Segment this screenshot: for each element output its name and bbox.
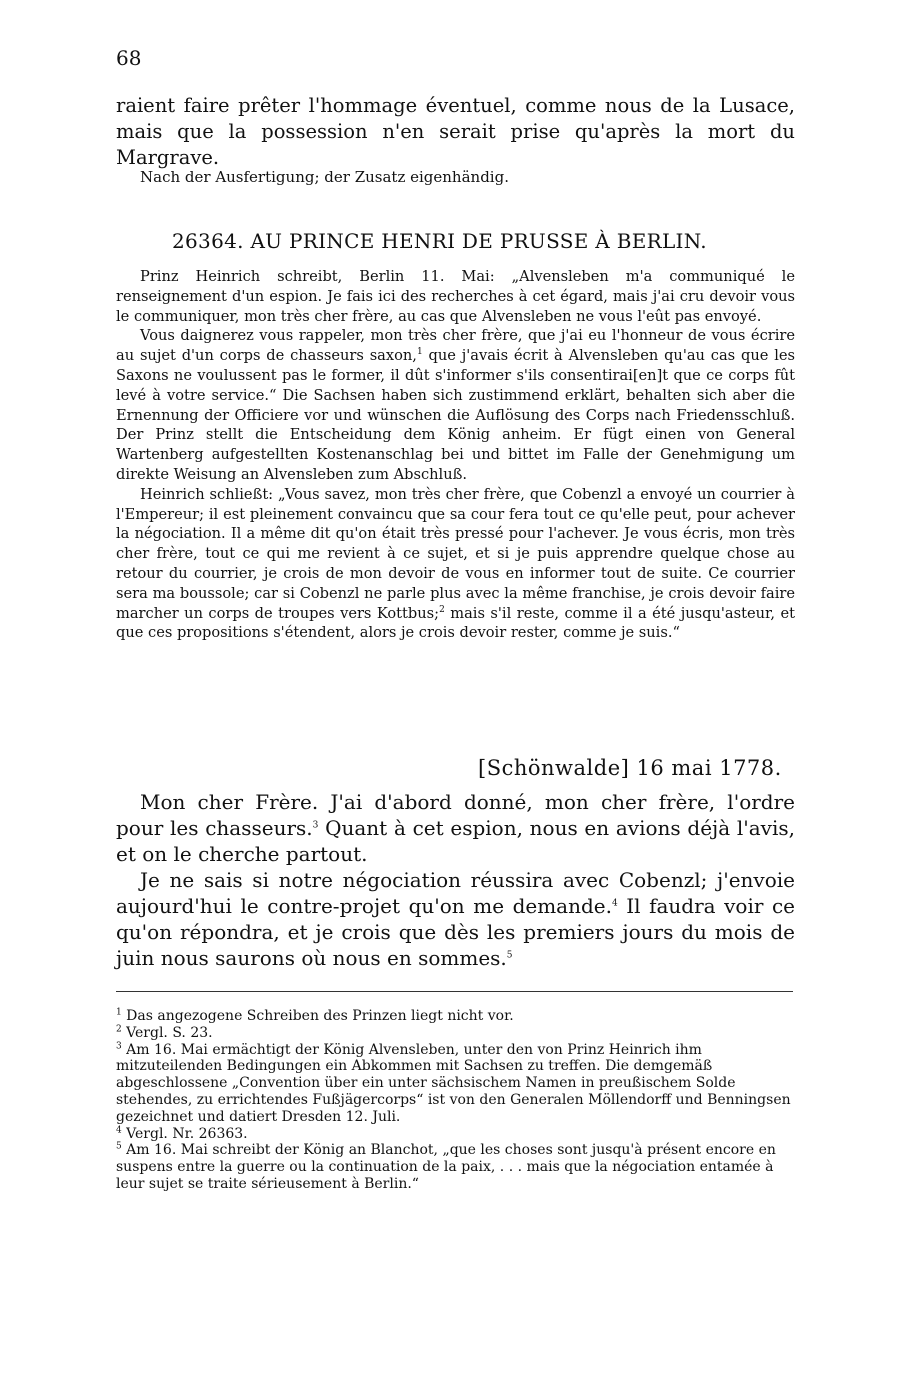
summary-section xyxy=(116,267,795,643)
source-note: Nach der Ausfertigung; der Zusatz eigenhändig. xyxy=(140,168,509,186)
continuation-paragraph xyxy=(116,93,795,171)
summary-paragraph-2: Vous daignerez vous rappeler, mon très cher frère, que j'ai eu l'honneur de vous écrire au sujet d'un corps de chasseurs saxon,$^1$ que j'avais écrit à Alvensleben qu'au cas que les Saxons ne voulussent pas le former, il dût s'informer s'ils consentirai[en]t que ce corps fût levé à votre service.“ Die Sachsen haben sich zustimmend erklärt, behalten sich aber die Ernennung der Officiere vor und wünschen die Auflösung des Corps nach Friedensschluß. Der Prinz stellt die Entscheidung dem König anheim. Er fügt einen von General Wartenberg aufgestellten Kostenanschlag bei und bittet im Falle der Genehmigung um direkte Weisung an Alvensleben zum Abschluß. xyxy=(116,327,795,483)
summary-paragraph-3: Heinrich schließt: „Vous savez, mon très cher frère, que Cobenzl a envoyé un courrier à l'Empereur; il est pleinement convaincu que sa cour fera tout ce qu'elle peut, pour achever la négociation. Il a même dit qu'on était très pressé pour l'achever. Je vous écris, mon très cher frère, tout ce qui me revient à ce sujet, et si je puis apprendre quelque chose au retour du courrier, je crois de mon devoir de vous en informer tout de suite. Ce courrier sera ma boussole; car si Cobenzl ne parle plus avec la même franchise, je crois devoir faire marcher un corps de troupes vers Kottbus;$^2$ mais s'il reste, comme il a été jusqu'asteur, et que ces propositions s'étendent, alors je crois devoir rester, comme je suis.“ xyxy=(116,485,795,642)
footnote-5: $^5$ Am 16. Mai schreibt der König an Blanchot, „que les choses sont jusqu'à présent encore en suspens entre la guerre ou la continuation de la paix, . . . mais que la négociation entamée à leur sujet se traite sérieusement à Berlin.“ xyxy=(116,1141,776,1192)
letter-heading: 26364. AU PRINCE HENRI DE PRUSSE À BERLIN. xyxy=(172,229,707,253)
letter-paragraph-1: Mon cher Frère. J'ai d'abord donné, mon cher frère, l'ordre pour les chasseurs.$^3$ Quant à cet espion, nous en avions déjà l'avis, et on le cherche partout. xyxy=(116,790,795,866)
letter-body xyxy=(116,789,795,971)
footnote-1: $^1$ Das angezogene Schreiben des Prinzen liegt nicht vor. xyxy=(116,1007,514,1024)
footnote-3: $^3$ Am 16. Mai ermächtigt der König Alvensleben, unter den von Prinz Heinrich ihm mitzuteilenden Bedingungen ein Abkommen mit Sachsen zu treffen. Die demgemäß abgeschlossene „Convention über ein unter sächsischem Namen in preußischem Solde stehendes, zu errichtendes Fußjägercorps“ ist von den Generalen Möllendorff und Benningsen gezeichnet und datiert Dresden 12. Juli. xyxy=(116,1040,791,1125)
footnote-ref-4: 4 xyxy=(611,898,618,909)
footnote-ref-2: 2 xyxy=(439,604,445,615)
dateline: [Schönwalde] 16 mai 1778. xyxy=(478,756,782,780)
letter-paragraph-2: Je ne sais si notre négociation réussira avec Cobenzl; j'envoie aujourd'hui le contre-projet qu'on me demande.$^4$ Il faudra voir ce qu'on répondra, et je crois que dès les premiers jours du mois de juin nous saurons où nous en sommes.$^5$ xyxy=(116,868,795,970)
page-number: 68 xyxy=(116,46,142,70)
footnote-ref-1: 1 xyxy=(416,347,423,358)
summary-paragraph-1: Prinz Heinrich schreibt, Berlin 11. Mai: „Alvensleben m'a communiqué le renseignement d'un espion. Je fais ici des recherches à cet égard, mais j'ai cru devoir vous le communiquer, mon très cher frère, au cas que Alvensleben ne vous l'eût pas envoyé. xyxy=(116,268,795,325)
footnote-rule xyxy=(116,991,793,992)
footnotes xyxy=(116,1008,795,1193)
footnote-4: $^4$ Vergl. Nr. 26363. xyxy=(116,1124,248,1142)
footnote-ref-3: 3 xyxy=(312,820,319,831)
footnote-2: $^2$ Vergl. S. 23. xyxy=(116,1024,213,1041)
footnote-ref-5: 5 xyxy=(506,950,513,961)
continuation-text: raient faire prêter l'hommage éventuel, comme nous de la Lusace, mais que la possession n'en serait prise qu'après la mort du Margrave. xyxy=(116,94,795,169)
